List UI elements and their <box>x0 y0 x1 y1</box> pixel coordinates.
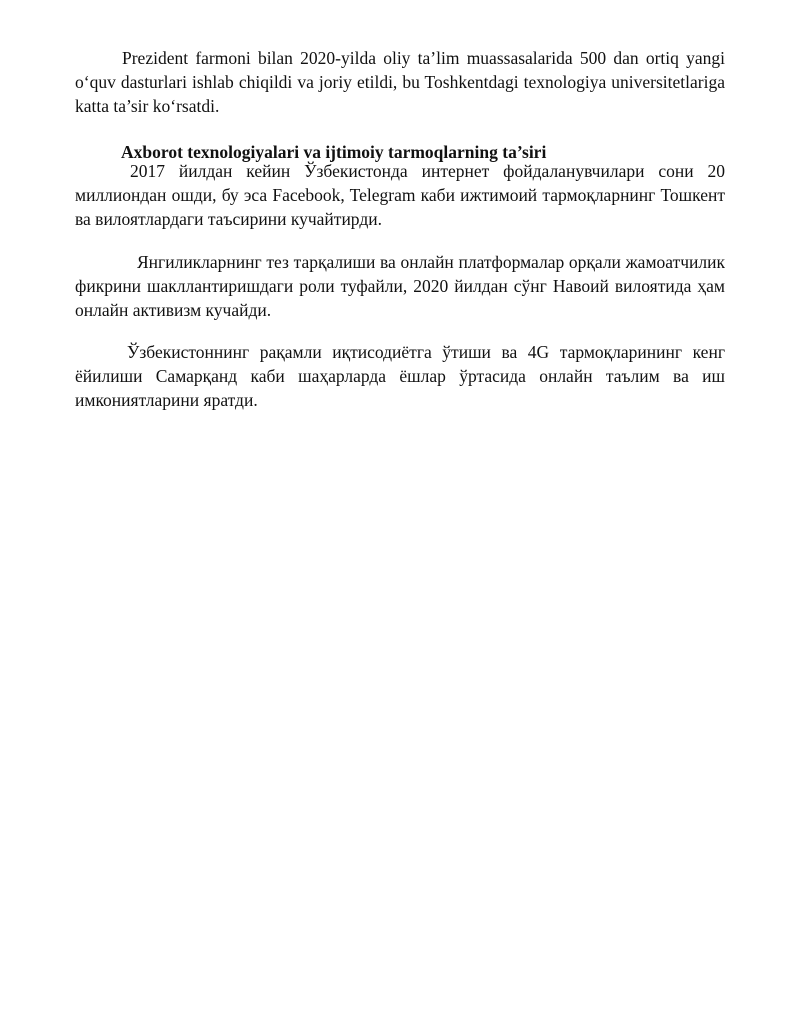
section-heading: Axborot texnologiyalari va ijtimoiy tarmoqlarning ta’siri <box>121 142 547 162</box>
paragraph-digital-economy: Ўзбекистоннинг рақамли иқтисодиётга ўтиши ва 4G тармоқларининг кенг ёйилиши Самарқанд каби шаҳарларда ёшлар ўртасида онлайн таълим ва иш имкониятларини яратди. <box>75 342 725 410</box>
paragraph-education-reform: Prezident farmoni bilan 2020-yilda oliy ta’lim muassasalarida 500 dan ortiq yangi o‘quv dasturlari ishlab chiqildi va joriy etildi, bu Toshkentdagi texnologiya universitetlariga katta ta’sir ko‘rsatdi. <box>75 48 725 116</box>
paragraph-internet-users: 2017 йилдан кейин Ўзбекистонда интернет фойдаланувчилари сони 20 миллиондан ошди, бу эса Facebook, Telegram каби ижтимоий тармоқларнинг Тошкент ва вилоятлардаги таъсирини кучайтирди. <box>75 161 725 229</box>
paragraph-online-activism: Янгиликларнинг тез тарқалиши ва онлайн платформалар орқали жамоатчилик фикрини шакллантиришдаги роли туфайли, 2020 йилдан сўнг Навоий вилоятида ҳам онлайн активизм кучайди. <box>75 252 725 320</box>
